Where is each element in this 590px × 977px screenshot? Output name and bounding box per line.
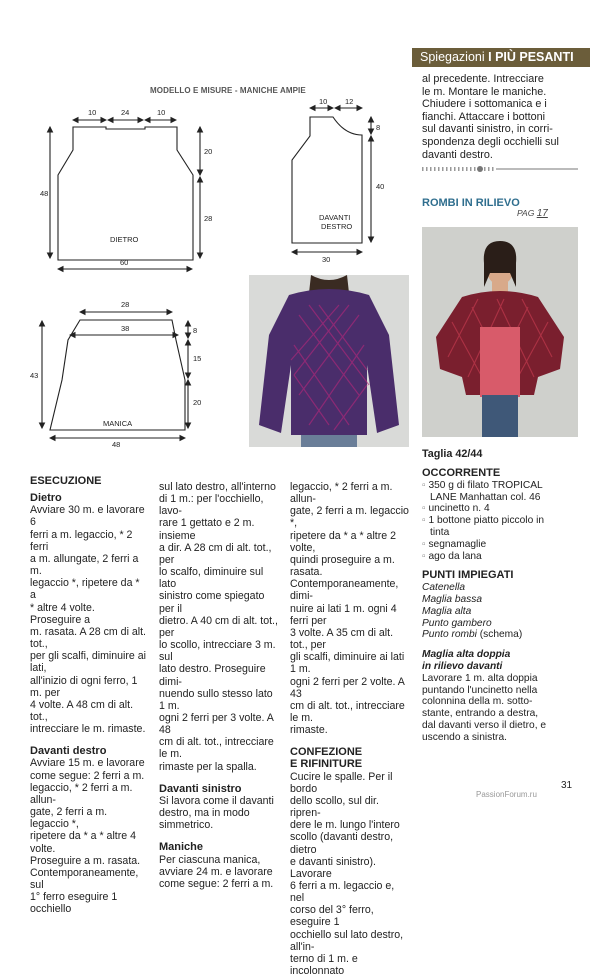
maglia-line: uscendo a sinistra. [422, 731, 507, 743]
dietro-line: per gli scalfi, diminuire ai lati, [30, 650, 146, 675]
maglia-line: colonnina della m. sotto- [422, 696, 533, 708]
col3-line: rimaste. [290, 724, 328, 737]
occorrente-heading: OCCORRENTE [422, 467, 501, 479]
davanti-line: Proseguire a m. rasata. [30, 854, 141, 867]
col3-line: quindi proseguire a m. rasata. [290, 553, 395, 579]
davanti-sinistro-heading: Davanti sinistro [159, 782, 242, 795]
davanti-label-1: DAVANTI [319, 213, 351, 222]
davanti-line: 1° ferro eseguire 1 occhiello [30, 891, 118, 916]
col4-line: al precedente. Intrecciare [422, 73, 544, 85]
davanti-line: legaccio, * 2 ferri a m. allun- [30, 781, 133, 806]
col2-line: a dir. A 28 cm di alt. tot., per [159, 541, 272, 566]
col2-line: sul lato destro, all'interno [159, 481, 276, 493]
davanti-destro-heading: Davanti destro [30, 745, 107, 758]
dietro-top-2: 24 [121, 108, 130, 117]
dietro-line: a m. allungate, 2 ferri a m. [30, 552, 139, 578]
dietro-line: all'inizio di ogni ferro, 1 m. per [30, 674, 138, 699]
rifiniture-heading: E RIFINITURE [290, 758, 363, 771]
confezione-line: dello scollo, sul dir. ripren- [290, 794, 379, 820]
davanti-height: 40 [376, 182, 385, 191]
davanti-label-2: DESTRO [321, 222, 353, 231]
sinistro-line: Si lavora come il davanti [159, 794, 274, 807]
col4-line: spondenza degli occhielli sul [422, 135, 559, 148]
maniche-line: come segue: 2 ferri a m. [159, 877, 274, 890]
confezione-line: e davanti sinistro). Lavorare [290, 855, 376, 880]
col2-line: nuendo sullo stesso lato 1 m. [159, 687, 273, 712]
dietro-side-top: 20 [204, 147, 213, 156]
occorrente-item: ▫ ago da lana [422, 550, 482, 562]
occorrente-item: ▫ 350 g di filato TROPICAL [422, 479, 543, 491]
col2-line: lo scalfo, diminuire sul lato [159, 566, 264, 591]
diagram-title: MODELLO E MISURE - MANICHE AMPIE [150, 86, 306, 95]
manica-right-3: 20 [193, 398, 202, 407]
esecuzione-heading: ESECUZIONE [30, 475, 102, 487]
occorrente-item: ▫ segnamaglie [422, 538, 487, 550]
davanti-line: come segue: 2 ferri a m. [30, 769, 145, 782]
maglia-heading-2: in rilievo davanti [422, 660, 503, 672]
dietro-line: 4 volte. A 48 cm di alt. tot., [30, 698, 134, 723]
manica-height: 43 [30, 371, 39, 380]
col3-line: Contemporaneamente, dimi- [290, 578, 399, 603]
column-4-continuation [422, 73, 582, 161]
davanti-line: ripetere da * a * altre 4 volte. [30, 830, 136, 855]
dietro-line: m. rasata. A 28 cm di alt. tot., [30, 625, 146, 651]
taglia: Taglia 42/44 [422, 448, 483, 460]
dot-divider [422, 166, 578, 172]
bullet-icon: ▫ [422, 515, 429, 527]
manica-mid: 38 [121, 324, 130, 333]
dietro-side-bottom: 28 [204, 214, 213, 223]
maniche-line: Per ciascuna manica, [159, 853, 261, 866]
manica-shape [50, 320, 185, 430]
col3-line: ogni 2 ferri per 2 volte. A 43 [290, 675, 405, 700]
manica-width: 48 [112, 440, 121, 449]
page-reference: PAG 17 [517, 208, 548, 219]
col3-line: nuire ai lati 1 m. ogni 4 ferri per [290, 602, 397, 627]
punto-item: Maglia bassa [422, 593, 483, 605]
column-3 [290, 481, 410, 977]
bullet-icon: ▫ [422, 538, 429, 550]
dietro-heading: Dietro [30, 492, 62, 505]
col2-line: rare 1 gettato e 2 m. insieme [159, 517, 255, 542]
maniche-line: avviare 24 m. e lavorare [159, 865, 273, 878]
page-number: 31 [561, 780, 573, 791]
manica-right-1: 8 [193, 326, 198, 335]
maglia-line: stante, entrando a destra, [422, 708, 539, 720]
confezione-line: occhiello sul lato destro, all'in- [290, 928, 404, 953]
column-2 [159, 481, 279, 890]
col3-line: 3 volte. A 35 cm di alt. tot., per [290, 626, 394, 652]
col2-line: lo scollo, intrecciare 3 m. sul [159, 639, 276, 664]
occorrente-item-cont: tinta [430, 526, 450, 538]
col3-line: gli scalfi, diminuire ai lati 1 m. [290, 651, 405, 676]
section-header: Spiegazioni I PIÙ PESANTI [412, 48, 590, 67]
punto-item: Punto gambero [422, 617, 492, 629]
column-1 [30, 475, 148, 915]
davanti-line: Contemporaneamente, sul [30, 866, 139, 891]
col4-line: le m. Montare le maniche. [422, 85, 547, 98]
rombi-model-photo [422, 227, 578, 437]
sinistro-line: simmetrico. [159, 819, 214, 832]
maglia-line: puntando l'uncinetto nella [422, 684, 538, 696]
col2-line: lato destro. Proseguire dimi- [159, 663, 266, 688]
col3-line: gate, 2 ferri a m. legaccio *, [290, 505, 409, 530]
manica-label: MANICA [103, 419, 133, 428]
col4-line: fianchi. Attaccare i bottoni [422, 110, 546, 123]
manica-right-2: 15 [193, 354, 202, 363]
dietro-line: Avviare 30 m. e lavorare 6 [30, 504, 145, 529]
dietro-top-3: 10 [157, 108, 166, 117]
davanti-top-1: 10 [319, 97, 328, 106]
dietro-line: intrecciare le m. rimaste. [30, 723, 146, 736]
col2-line: sinistro come spiegato per il [159, 590, 265, 615]
davanti-line: gate, 2 ferri a m. legaccio *, [30, 806, 108, 831]
confezione-line: scollo (davanti destro, dietro [290, 831, 394, 856]
watermark: PassionForum.ru [476, 790, 537, 799]
confezione-line: corso del 3° ferro, eseguire 1 [290, 904, 374, 929]
dietro-top-1: 10 [88, 108, 97, 117]
punto-item: Maglia alta [422, 605, 472, 617]
maniche-heading: Maniche [159, 841, 204, 854]
col3-line: cm di alt. tot., intrecciare le m. [290, 699, 405, 724]
col4-line: sul davanti sinistro, in corri- [422, 123, 553, 136]
dietro-line: ferri a m. legaccio, * 2 ferri [30, 528, 133, 553]
punto-item: Catenella [422, 582, 466, 594]
sweater-back-photo [249, 275, 409, 447]
col4-line: davanti destro. [422, 148, 493, 161]
col2-line: ogni 2 ferri per 3 volte. A 48 [159, 711, 274, 737]
dietro-label: DIETRO [110, 235, 139, 244]
bullet-icon: ▫ [422, 550, 429, 562]
bullet-icon: ▫ [422, 479, 429, 491]
sinistro-line: destro, ma in modo [159, 807, 250, 820]
maglia-heading-1: Maglia alta doppia [422, 649, 511, 661]
dietro-height: 48 [40, 189, 49, 198]
occorrente-item: ▫ uncinetto n. 4 [422, 503, 490, 515]
maglia-line: dal davanti verso il dietro, e [422, 719, 547, 731]
confezione-line: 6 ferri a m. legaccio e, nel [290, 880, 395, 905]
punto-item: Punto rombi (schema) [422, 629, 523, 641]
punti-heading: PUNTI IMPIEGATI [422, 569, 514, 582]
confezione-heading: CONFEZIONE [290, 746, 363, 759]
davanti-right-top: 8 [376, 123, 381, 132]
col2-line: dietro. A 40 cm di alt. tot., per [159, 614, 278, 639]
confezione-line: Cucire le spalle. Per il bordo [290, 770, 393, 795]
rombi-title: ROMBI IN RILIEVO [422, 197, 520, 209]
confezione-line: terno di 1 m. e incolonnato [290, 952, 358, 977]
column-4-rombi [422, 468, 582, 744]
col2-line: rimaste per la spalla. [159, 760, 257, 773]
dietro-width: 60 [120, 258, 129, 267]
col2-line: cm di alt. tot., intrecciare le m. [159, 736, 274, 761]
davanti-width: 30 [322, 255, 331, 264]
maglia-line: Lavorare 1 m. alta doppia [422, 672, 538, 684]
davanti-top-2: 12 [345, 97, 354, 106]
col2-line: di 1 m.: per l'occhiello, lavo- [159, 493, 264, 518]
davanti-line: Avviare 15 m. e lavorare [30, 757, 145, 770]
confezione-line: dere le m. lungo l'intero [290, 819, 400, 832]
col4-line: Chiudere i sottomanica e i [422, 98, 547, 111]
bullet-icon: ▫ [422, 503, 429, 515]
col3-line: legaccio, * 2 ferri a m. allun- [290, 481, 393, 506]
col3-line: ripetere da * a * altre 2 volte, [290, 529, 396, 554]
manica-top: 28 [121, 300, 130, 309]
occorrente-item-cont: LANE Manhattan col. 46 [430, 491, 541, 503]
occorrente-item: ▫ 1 bottone piatto piccolo in [422, 515, 544, 527]
dietro-line: legaccio *, ripetere da * a [30, 577, 140, 602]
dietro-line: * altre 4 volte. Proseguire a [30, 601, 95, 626]
